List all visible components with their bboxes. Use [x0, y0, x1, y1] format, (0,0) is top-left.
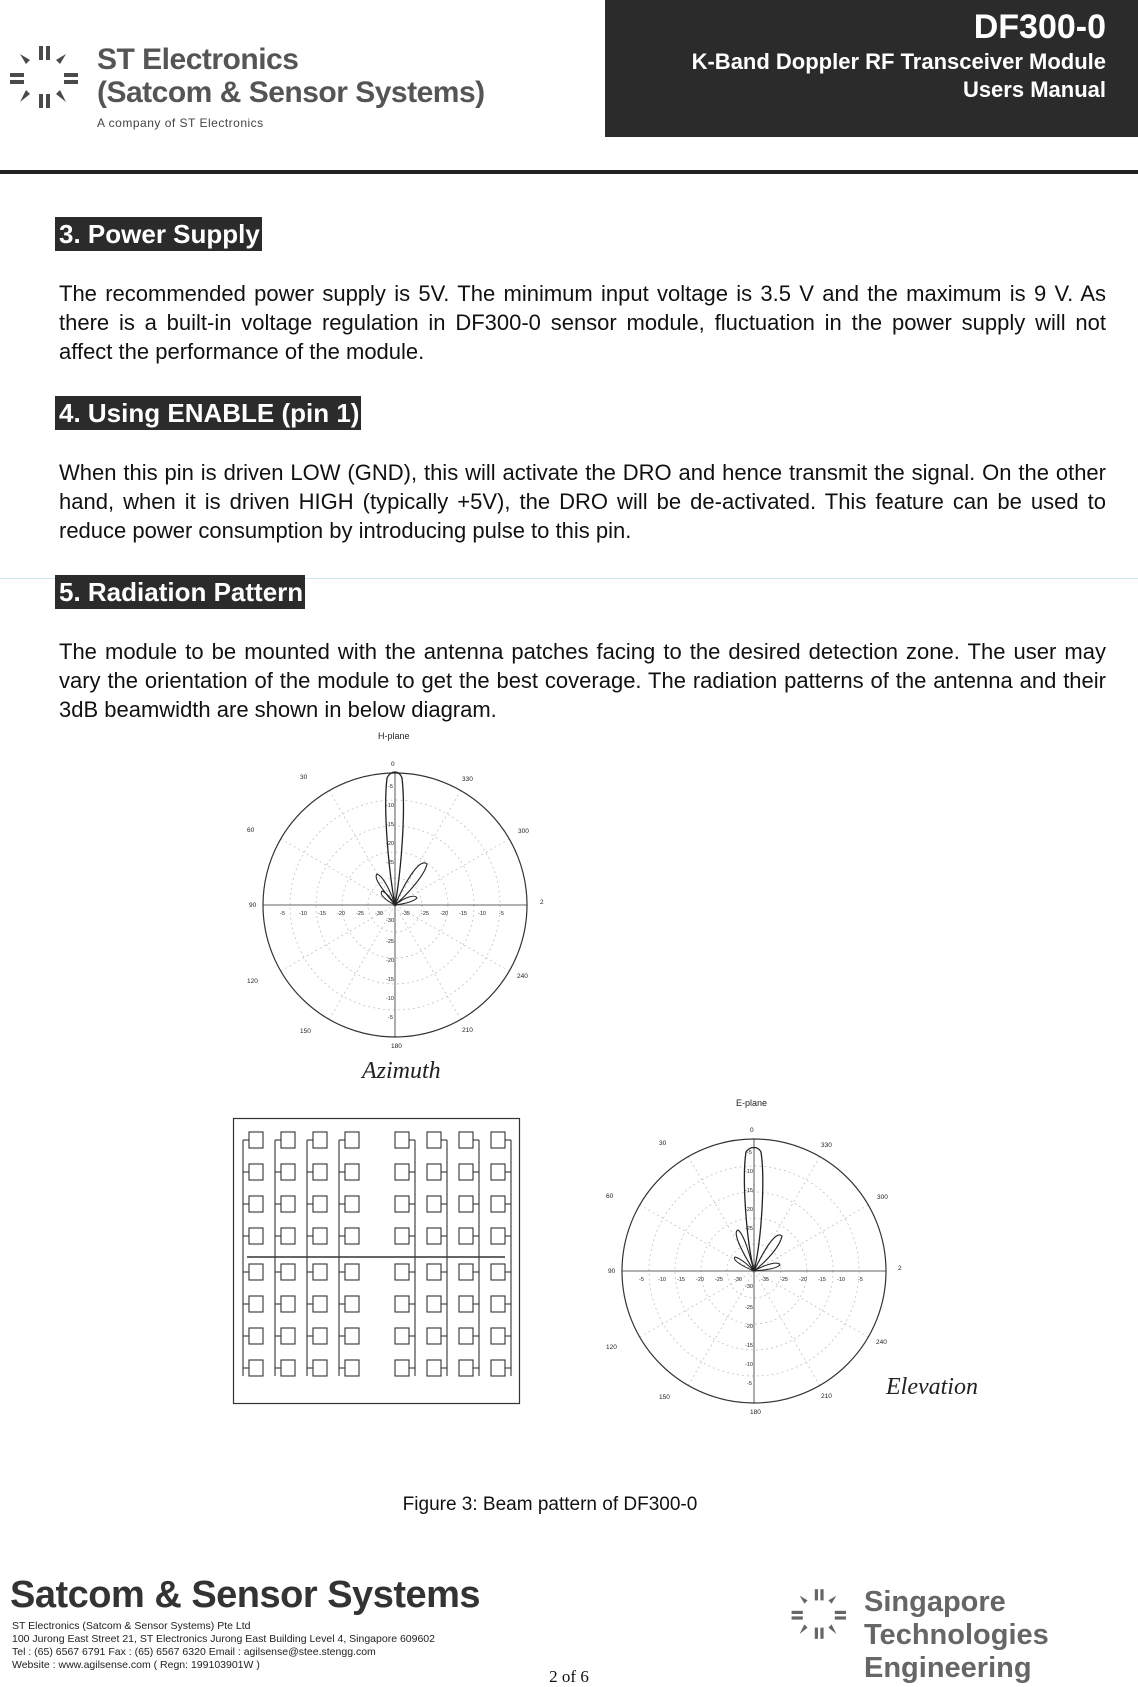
- eplane-tick: -5: [747, 1150, 752, 1156]
- hplane-tick: -20: [440, 911, 448, 917]
- eplane-angle-120: 120: [606, 1344, 617, 1351]
- hplane-tick: -10: [386, 996, 394, 1002]
- hplane-angle-330: 330: [462, 776, 473, 783]
- hplane-tick: -35: [402, 911, 410, 917]
- eplane-tick: -10: [658, 1277, 666, 1283]
- hplane-tick: -5: [499, 911, 504, 917]
- eplane-angle-180: 180: [750, 1409, 761, 1416]
- company-line2: (Satcom & Sensor Systems): [97, 76, 485, 109]
- hplane-beam: [386, 772, 404, 905]
- section-body-radiation-pattern: The module to be mounted with the antenna patches facing to the desired detection zone. The user may vary the orientation of the module to get the best coverage. The radiation patterns of the antenna and their 3dB beamwidth are shown in below diagram.: [59, 639, 1106, 722]
- header-divider: [0, 170, 1138, 174]
- hplane-tick: -20: [386, 958, 394, 964]
- hplane-angle-30: 30: [300, 774, 308, 781]
- eplane-tick: -15: [818, 1277, 826, 1283]
- footer-address-line: Website : www.agilsense.com ( Regn: 199103901W ): [12, 1659, 260, 1671]
- eplane-tick: -20: [745, 1324, 753, 1330]
- footer-address-line: 100 Jurong East Street 21, ST Electronics Jurong East Building Level 4, Singapore 609602: [12, 1633, 435, 1645]
- company-subline: A company of ST Electronics: [97, 116, 264, 130]
- hplane-polar-plot: [247, 752, 555, 1052]
- eplane-tick: -30: [745, 1284, 753, 1290]
- section-heading-radiation-pattern: 5. Radiation Pattern: [55, 575, 305, 609]
- hplane-tick: -25: [356, 911, 364, 917]
- eplane-angle-330: 330: [821, 1142, 832, 1149]
- footer-address-line: ST Electronics (Satcom & Sensor Systems) Pte Ltd: [12, 1620, 251, 1632]
- eplane-tick: -30: [734, 1277, 742, 1283]
- hplane-angle-210: 210: [462, 1027, 473, 1034]
- st-logo-icon: [8, 42, 78, 112]
- eplane-angle-270: 2: [898, 1265, 902, 1272]
- hplane-angle-90: 90: [249, 902, 257, 909]
- eplane-angle-30: 30: [659, 1140, 667, 1147]
- section-heading-enable-pin: 4. Using ENABLE (pin 1): [55, 396, 361, 430]
- partner-line1: Singapore Technologies: [864, 1586, 1049, 1651]
- eplane-angle-0: 0: [750, 1127, 754, 1134]
- hplane-title: H-plane: [378, 731, 410, 741]
- eplane-angle-150: 150: [659, 1394, 670, 1401]
- hplane-angle-150: 150: [300, 1028, 311, 1035]
- company-name: [97, 44, 485, 130]
- eplane-tick: -5: [639, 1277, 644, 1283]
- model-number: DF300-0: [973, 8, 1106, 46]
- hplane-angle-180: 180: [391, 1043, 402, 1050]
- azimuth-label: Azimuth: [362, 1058, 441, 1084]
- eplane-tick: -5: [747, 1381, 752, 1387]
- section-heading-power-supply: 3. Power Supply: [55, 217, 262, 251]
- hplane-angle-300: 300: [518, 828, 529, 835]
- hplane-tick: -15: [318, 911, 326, 917]
- hplane-tick: -15: [386, 977, 394, 983]
- eplane-polar-plot: [606, 1118, 910, 1418]
- hplane-tick: -30: [375, 911, 383, 917]
- eplane-tick: -25: [745, 1226, 753, 1232]
- eplane-tick: -25: [780, 1277, 788, 1283]
- eplane-tick: -20: [745, 1207, 753, 1213]
- hplane-angle-270: 2: [540, 899, 544, 906]
- eplane-angle-300: 300: [877, 1194, 888, 1201]
- hplane-tick: -15: [386, 822, 394, 828]
- hplane-tick: -10: [478, 911, 486, 917]
- hplane-tick: -5: [388, 1015, 393, 1021]
- hplane-tick: -20: [337, 911, 345, 917]
- eplane-tick: -15: [745, 1188, 753, 1194]
- hplane-tick: -10: [299, 911, 307, 917]
- eplane-tick: -5: [858, 1277, 863, 1283]
- footer-brand: Satcom & Sensor Systems: [10, 1574, 481, 1616]
- eplane-tick: -35: [761, 1277, 769, 1283]
- eplane-tick: -10: [837, 1277, 845, 1283]
- footer-address: [12, 1620, 435, 1672]
- hplane-tick: -20: [386, 841, 394, 847]
- partner-line2: Engineering: [864, 1652, 1032, 1684]
- hplane-tick: -25: [386, 860, 394, 866]
- hplane-angle-120: 120: [247, 978, 258, 985]
- footer-address-line: Tel : (65) 6567 6791 Fax : (65) 6567 6320 Email : agilsense@stee.stengg.com: [12, 1646, 376, 1658]
- eplane-tick: -20: [799, 1277, 807, 1283]
- eplane-tick: -10: [745, 1362, 753, 1368]
- eplane-title: E-plane: [736, 1098, 768, 1108]
- section-body-power-supply: The recommended power supply is 5V. The minimum input voltage is 3.5 V and the maximum is 9 V. As there is a built-in voltage regulation in DF300-0 sensor module, fluctuation in the power supply will not affect the performance of the module.: [59, 281, 1106, 364]
- section-body-enable-pin: When this pin is driven LOW (GND), this will activate the DRO and hence transmit the signal. On the other hand, when it is driven HIGH (typically +5V), the DRO will be de-activated. This feature can be used to reduce power consumption by introducing pulse to this pin.: [59, 460, 1106, 543]
- eplane-angle-60: 60: [606, 1193, 614, 1200]
- hplane-tick: -15: [459, 911, 467, 917]
- elevation-label: Elevation: [886, 1374, 978, 1400]
- eplane-angle-90: 90: [608, 1268, 616, 1275]
- eplane-tick: -15: [677, 1277, 685, 1283]
- eplane-tick: -10: [745, 1169, 753, 1175]
- hplane-tick: -30: [386, 918, 394, 924]
- hplane-tick: -25: [421, 911, 429, 917]
- eplane-tick: -20: [696, 1277, 704, 1283]
- company-line1: ST Electronics: [97, 43, 299, 76]
- eplane-angle-210: 210: [821, 1393, 832, 1400]
- hplane-tick: -5: [280, 911, 285, 917]
- hplane-tick: -10: [386, 803, 394, 809]
- document-title-box: [605, 0, 1138, 137]
- figure-caption: Figure 3: Beam pattern of DF300-0: [402, 1494, 698, 1515]
- page-number: 2 of 6: [549, 1667, 589, 1686]
- hplane-angle-240: 240: [517, 973, 528, 980]
- hplane-tick: -25: [386, 939, 394, 945]
- eplane-angle-240: 240: [876, 1339, 887, 1346]
- hplane-angle-60: 60: [247, 827, 255, 834]
- eplane-tick: -15: [745, 1343, 753, 1349]
- doc-type: Users Manual: [962, 77, 1106, 102]
- ste-logo-icon: [790, 1586, 846, 1642]
- hplane-tick: -5: [388, 784, 393, 790]
- antenna-patch-array: [233, 1118, 520, 1404]
- eplane-tick: -25: [715, 1277, 723, 1283]
- eplane-tick: -25: [745, 1305, 753, 1311]
- hplane-angle-0: 0: [391, 761, 395, 768]
- product-name: K-Band Doppler RF Transceiver Module: [691, 49, 1106, 74]
